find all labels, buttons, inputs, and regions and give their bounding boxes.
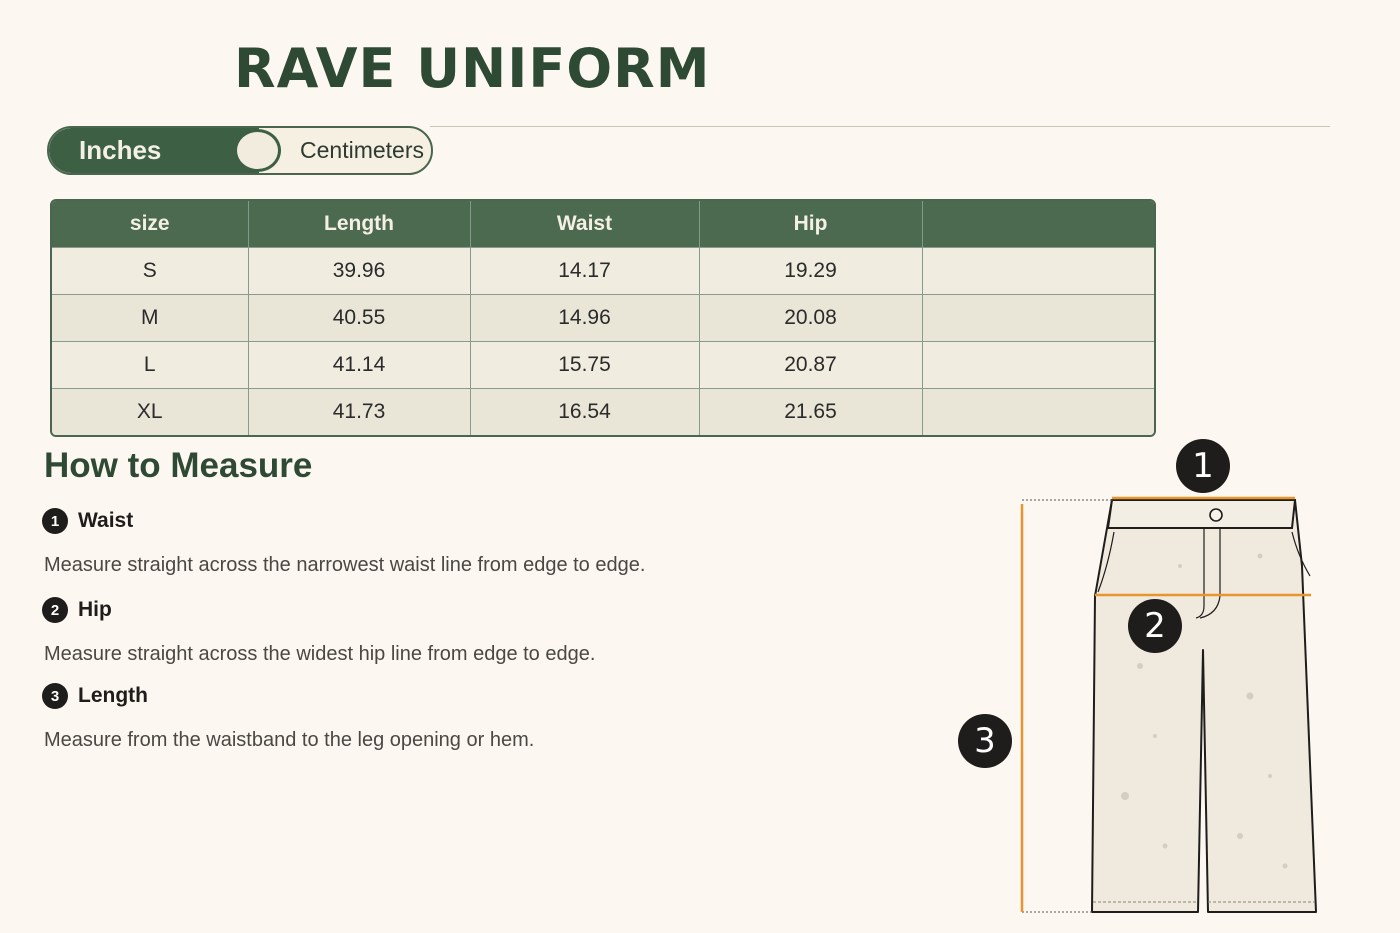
cell-hip: 20.87 [699, 342, 922, 389]
cell-empty [922, 248, 1154, 295]
measure-step-length [42, 683, 534, 752]
cell-empty [922, 342, 1154, 389]
unit-toggle[interactable] [47, 126, 433, 175]
table-row [52, 389, 1154, 436]
cell-hip: 20.08 [699, 295, 922, 342]
measure-step-hip [42, 597, 595, 666]
unit-option-inches-label: Inches [79, 135, 162, 165]
cell-hip: 19.29 [699, 248, 922, 295]
marker-waist-number: 1 [1176, 439, 1230, 493]
step-description: Measure straight across the widest hip line from edge to edge. [44, 643, 596, 665]
column-header-size: size [52, 201, 248, 248]
step-description: Measure straight across the narrowest waist line from edge to edge. [44, 554, 646, 576]
size-chart-table [50, 199, 1156, 437]
table-row [52, 342, 1154, 389]
toggle-knob[interactable] [234, 129, 281, 172]
cell-waist: 14.17 [470, 248, 699, 295]
column-header-empty [922, 201, 1154, 248]
table-header-row [52, 201, 1154, 248]
cell-length: 40.55 [248, 295, 470, 342]
step-number-badge: 1 [42, 508, 68, 534]
title-divider [430, 126, 1330, 127]
cell-size: S [52, 248, 248, 295]
cell-empty [922, 389, 1154, 436]
unit-option-inches[interactable] [49, 128, 259, 173]
step-title: Hip [78, 598, 112, 621]
step-number-badge: 2 [42, 597, 68, 623]
how-to-measure-heading: How to Measure [44, 446, 313, 485]
cell-hip: 21.65 [699, 389, 922, 436]
step-description: Measure from the waistband to the leg opening or hem. [44, 729, 535, 751]
pants-illustration [950, 436, 1330, 926]
cell-empty [922, 295, 1154, 342]
column-header-hip: Hip [699, 201, 922, 248]
step-title: Waist [78, 509, 134, 532]
column-header-waist: Waist [470, 201, 699, 248]
step-title: Length [78, 684, 148, 707]
table-row [52, 248, 1154, 295]
marker-length-number: 3 [958, 714, 1012, 768]
brand-title: RAVE UNIFORM [234, 37, 711, 100]
cell-size: XL [52, 389, 248, 436]
cell-waist: 15.75 [470, 342, 699, 389]
cell-length: 41.73 [248, 389, 470, 436]
marker-hip-number: 2 [1128, 599, 1182, 653]
cell-length: 41.14 [248, 342, 470, 389]
unit-option-centimeters-label: Centimeters [300, 137, 424, 163]
measure-step-waist [42, 508, 645, 577]
step-number-badge: 3 [42, 683, 68, 709]
cell-length: 39.96 [248, 248, 470, 295]
cell-waist: 14.96 [470, 295, 699, 342]
pants-measurement-diagram [950, 436, 1330, 926]
cell-size: M [52, 295, 248, 342]
table-row [52, 295, 1154, 342]
cell-waist: 16.54 [470, 389, 699, 436]
unit-option-centimeters[interactable] [300, 128, 424, 173]
column-header-length: Length [248, 201, 470, 248]
cell-size: L [52, 342, 248, 389]
